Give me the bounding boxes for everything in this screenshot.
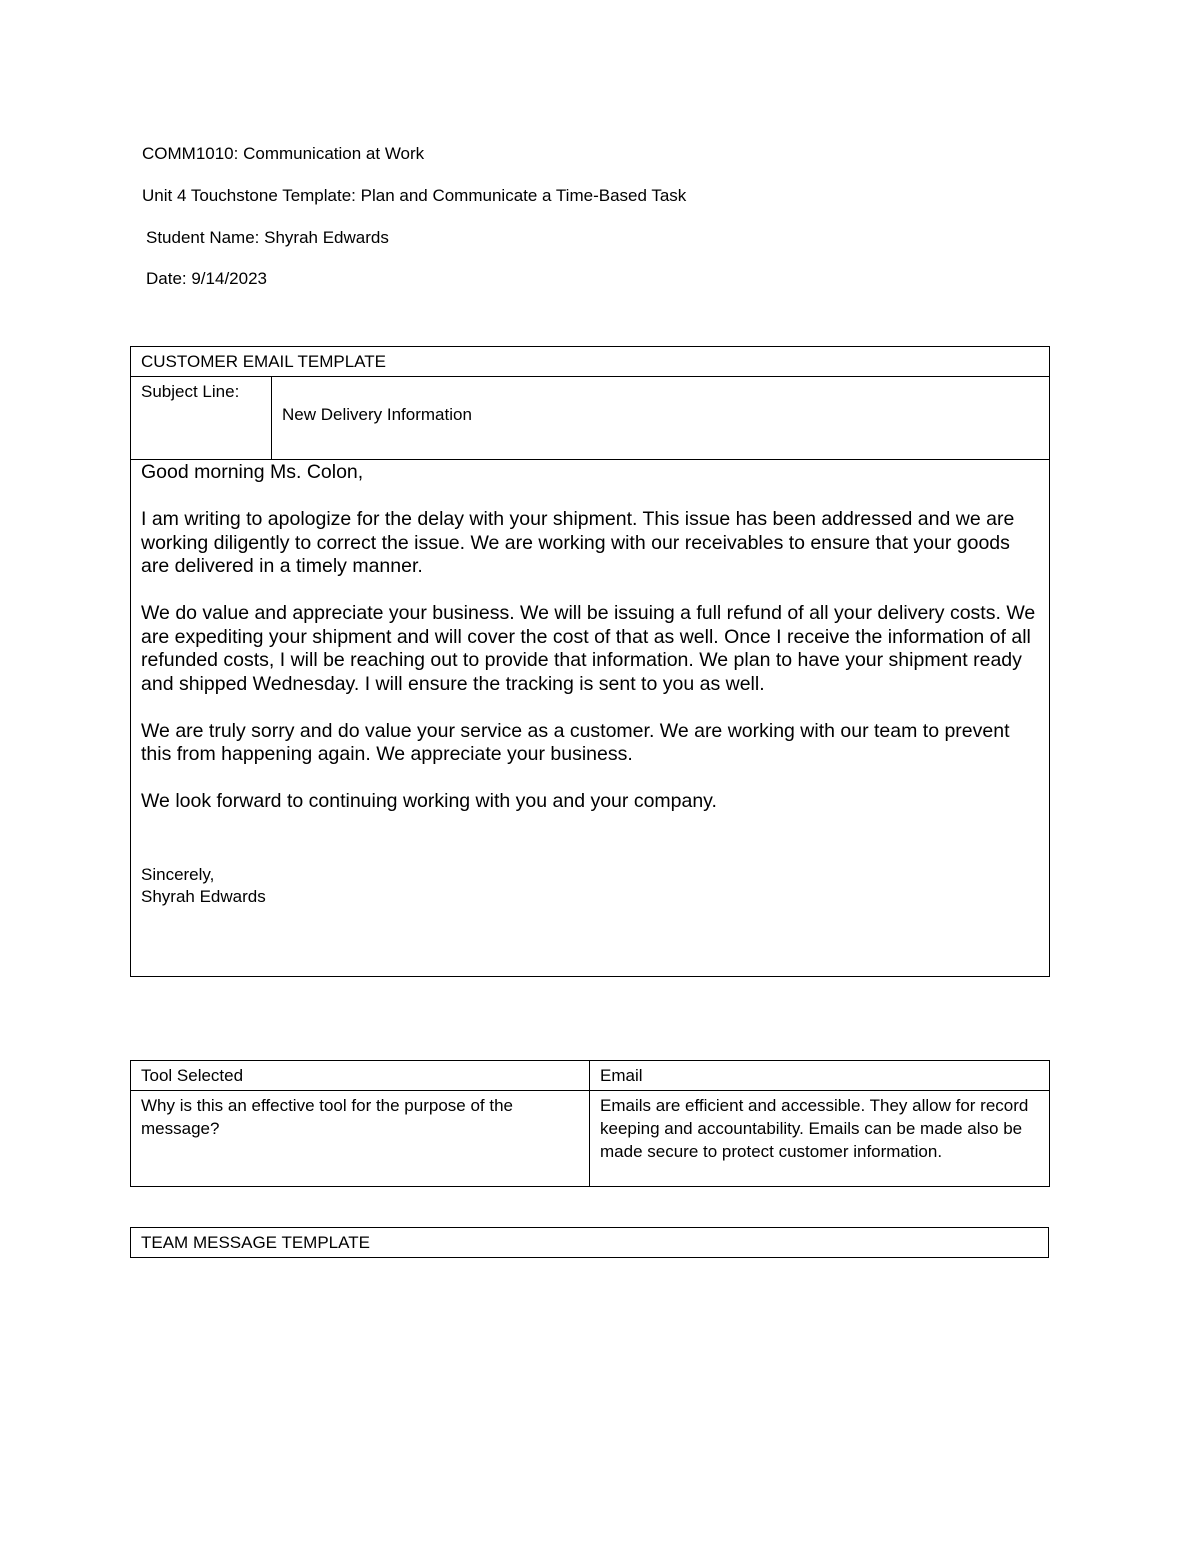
email-closing: Sincerely, [141, 864, 215, 884]
team-message-table [130, 1227, 1049, 1258]
unit-title: Unit 4 Touchstone Template: Plan and Communicate a Time-Based Task [142, 186, 687, 205]
email-signoff [141, 864, 1039, 908]
email-paragraph: I am writing to apologize for the delay with your shipment. This issue has been addressed and we are working diligently to correct the issue. We are working with our receivables to ensure that your goods are delivered in a timely manner. [141, 508, 1015, 577]
customer-email-heading: CUSTOMER EMAIL TEMPLATE [131, 347, 1050, 377]
email-paragraph: We do value and appreciate your business. We will be issuing a full refund of all your delivery costs. We are expediting your shipment and will cover the cost of that as well. Once I receive the information of all refunded costs, I will be reaching out to provide that information. We plan to have your shipment ready and shipped Wednesday. I will ensure the tracking is sent to you as well. [141, 602, 1036, 695]
customer-email-table [130, 346, 1050, 977]
subject-value: New Delivery Information [272, 377, 1050, 460]
subject-label: Subject Line: [131, 377, 272, 460]
email-signature: Shyrah Edwards [141, 886, 266, 906]
date: Date: 9/14/2023 [146, 269, 267, 288]
tool-selected-value: Email [590, 1061, 1050, 1091]
email-body [131, 460, 1050, 977]
course-title: COMM1010: Communication at Work [142, 144, 425, 163]
email-paragraph: We look forward to continuing working with you and your company. [141, 790, 717, 812]
email-greeting: Good morning Ms. Colon, [141, 461, 364, 483]
tool-selected-label: Tool Selected [131, 1061, 590, 1091]
tool-selection-table [130, 1060, 1050, 1187]
team-message-heading: TEAM MESSAGE TEMPLATE [131, 1228, 1049, 1258]
email-paragraph: We are truly sorry and do value your service as a customer. We are working with our team to prevent this from happening again. We appreciate your business. [141, 719, 1010, 765]
tool-reason-label: Why is this an effective tool for the purpose of the message? [131, 1091, 590, 1187]
tool-reason-value: Emails are efficient and accessible. They allow for record keeping and accountability. Emails can be made also be made secure to protect customer information. [590, 1091, 1050, 1187]
student-name: Student Name: Shyrah Edwards [146, 228, 389, 247]
